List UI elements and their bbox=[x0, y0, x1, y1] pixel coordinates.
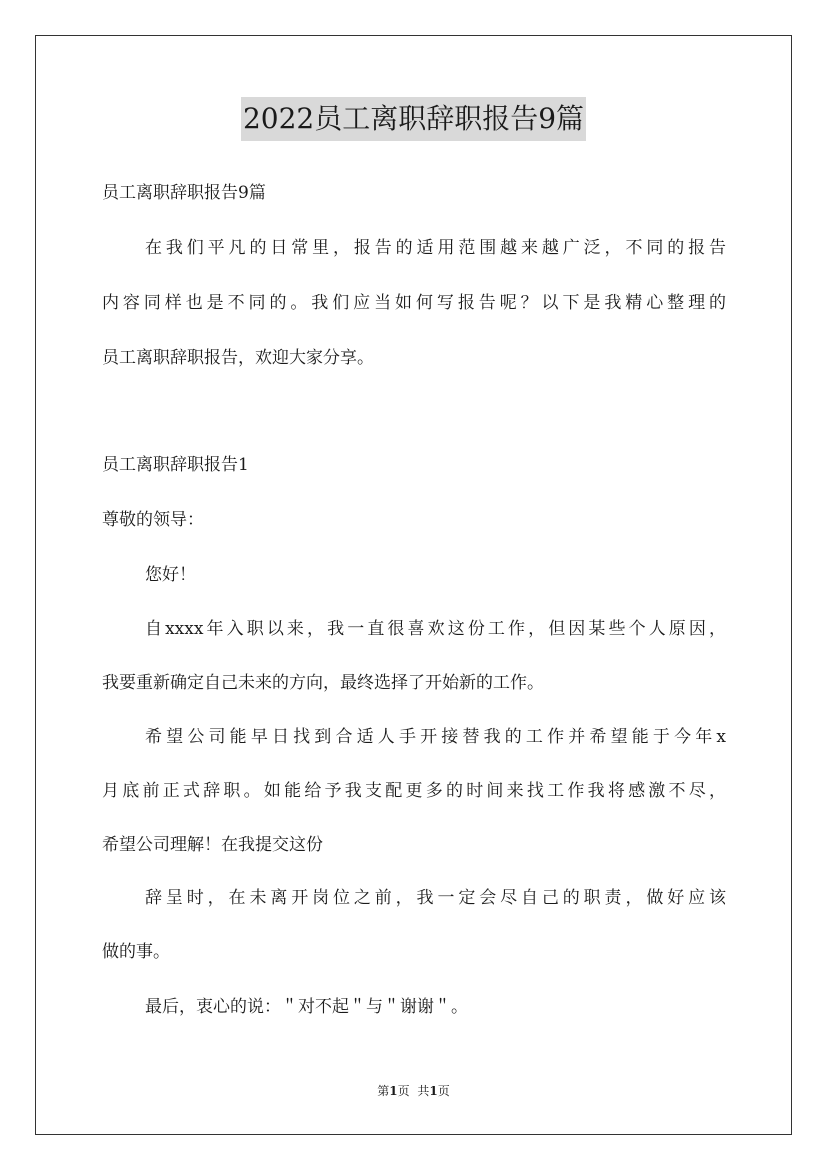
footer-total-suffix: 页 bbox=[437, 1084, 450, 1098]
document-title: 2022员工离职辞职报告9篇 bbox=[241, 97, 586, 141]
page-footer bbox=[0, 1082, 827, 1100]
subtitle-line: 员工离职辞职报告9篇 bbox=[102, 183, 266, 203]
footer-page-current: 1 bbox=[389, 1084, 398, 1098]
body-paragraph-1-line-2: 我要重新确定自己未来的方向，最终选择了开始新的工作。 bbox=[102, 673, 544, 693]
footer-total-prefix: 共 bbox=[417, 1084, 430, 1098]
greeting: 您好！ bbox=[145, 565, 196, 585]
salutation: 尊敬的领导： bbox=[102, 510, 204, 530]
body-paragraph-3-line-2: 做的事。 bbox=[102, 942, 170, 962]
footer-page-total: 1 bbox=[429, 1084, 438, 1098]
intro-paragraph-line-3: 员工离职辞职报告，欢迎大家分享。 bbox=[102, 348, 374, 368]
closing-line: 最后，衷心的说：＂对不起＂与＂谢谢＂。 bbox=[145, 997, 468, 1017]
section-heading: 员工离职辞职报告1 bbox=[102, 455, 249, 475]
intro-paragraph-line-2: 内容同样也是不同的。我们应当如何写报告呢？以下是我精心整理的 bbox=[102, 293, 726, 313]
intro-paragraph-line-1: 在我们平凡的日常里，报告的适用范围越来越广泛，不同的报告 bbox=[145, 238, 726, 258]
footer-page-prefix: 第 bbox=[377, 1084, 390, 1098]
body-paragraph-1-line-1: 自xxxx年入职以来，我一直很喜欢这份工作，但因某些个人原因， bbox=[145, 619, 726, 639]
title-container bbox=[0, 97, 827, 141]
body-paragraph-2-line-3: 希望公司理解！在我提交这份 bbox=[102, 835, 323, 855]
body-paragraph-2-line-2: 月底前正式辞职。如能给予我支配更多的时间来找工作我将感激不尽， bbox=[102, 781, 726, 801]
footer-page-mid: 页 bbox=[397, 1084, 410, 1098]
body-paragraph-3-line-1: 辞呈时，在未离开岗位之前，我一定会尽自己的职责，做好应该 bbox=[145, 888, 726, 908]
body-paragraph-2-line-1: 希望公司能早日找到合适人手开接替我的工作并希望能于今年x bbox=[145, 727, 726, 747]
